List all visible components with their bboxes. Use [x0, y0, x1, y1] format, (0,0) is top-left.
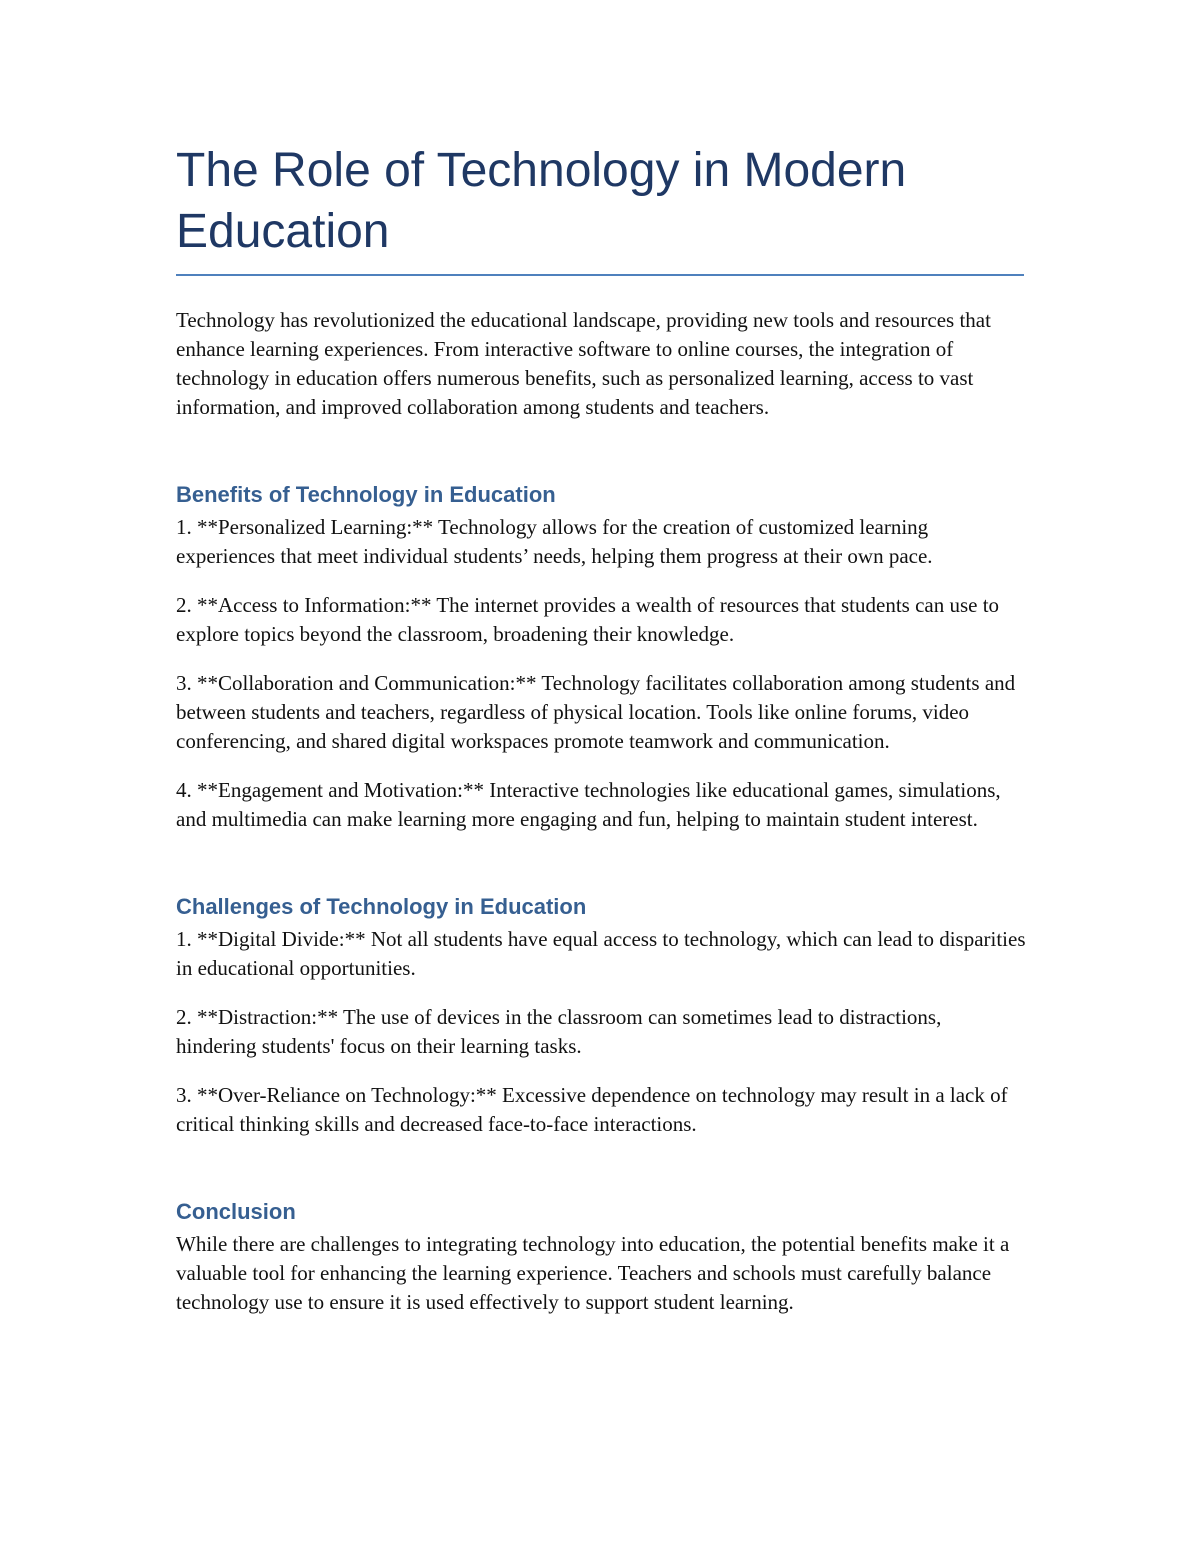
conclusion-paragraph: While there are challenges to integrating technology into education, the potential benefits make it a valuable tool for enhancing the learning experience. Teachers and schools must carefully balance technology use to ensure it is used effectively to support student learning. — [176, 1232, 1010, 1314]
benefit-item: 4. **Engagement and Motivation:** Interactive technologies like educational games, simulations, and multimedia can make learning more engaging and fun, helping to maintain student interest. — [176, 778, 1001, 831]
benefits-heading: Benefits of Technology in Education — [176, 482, 556, 507]
intro-paragraph: Technology has revolutionized the educational landscape, providing new tools and resources that enhance learning experiences. From interactive software to online courses, the integration of technology in education offers numerous benefits, such as personalized learning, access to vast information, and improved collaboration among students and teachers. — [176, 308, 991, 419]
benefit-item: 2. **Access to Information:** The internet provides a wealth of resources that students can use to explore topics beyond the classroom, broadening their knowledge. — [176, 593, 1000, 646]
challenge-item: 2. **Distraction:** The use of devices in the classroom can sometimes lead to distractions, hindering students' focus on their learning tasks. — [176, 1005, 942, 1058]
challenge-item: 1. **Digital Divide:** Not all students have equal access to technology, which can lead to disparities in educational opportunities. — [176, 927, 1026, 980]
challenges-section — [176, 892, 1026, 1139]
conclusion-section — [176, 1197, 1026, 1317]
benefit-item: 3. **Collaboration and Communication:** Technology facilitates collaboration among students and between students and teachers, regardless of physical location. Tools like online forums, video conferencing, and shared digital workspaces promote teamwork and communication. — [176, 671, 1016, 753]
challenges-heading: Challenges of Technology in Education — [176, 894, 587, 919]
challenge-item: 3. **Over-Reliance on Technology:** Excessive dependence on technology may result in a lack of critical thinking skills and decreased face-to-face interactions. — [176, 1083, 1008, 1136]
conclusion-heading: Conclusion — [176, 1199, 296, 1224]
document-title: The Role of Technology in Modern Education — [176, 140, 1024, 276]
benefit-item: 1. **Personalized Learning:** Technology allows for the creation of customized learning experiences that meet individual students’ needs, helping them progress at their own pace. — [176, 515, 933, 568]
document-page — [176, 140, 1026, 1317]
benefits-section — [176, 480, 1026, 834]
